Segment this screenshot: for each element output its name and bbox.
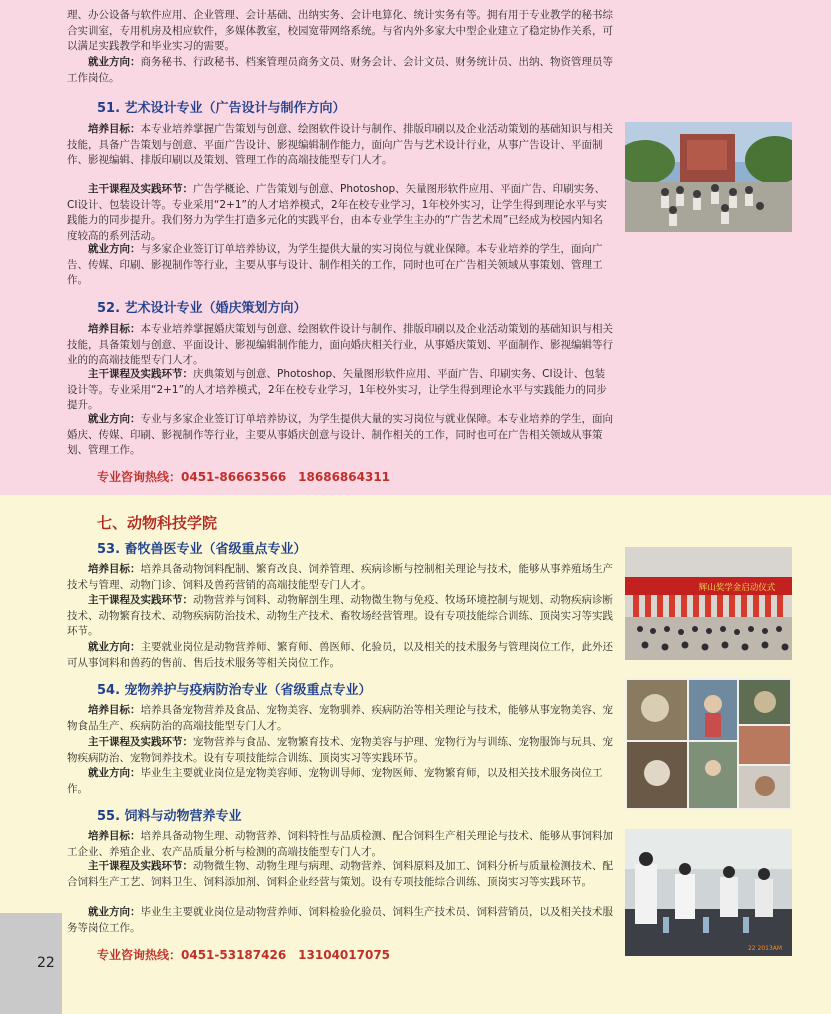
major-52-jobs: 就业方向：专业与多家企业签订订单培养协议，为学生提供大量的实习岗位与就业保障。本专业培养的学生，面向婚庆、传媒、印刷、影视制作等行业，主要从事婚庆创意与设计、制作相关的工作，同时也可在广告相关领域从事策划、管理工作。 [67, 413, 613, 456]
art-students-photo-image [625, 122, 792, 232]
major-53-courses: 主干课程及实践环节：动物营养与饲料、动物解剖生理、动物微生物与免疫、牧场环境控制与规划、动物疾病诊断技术、动物繁育技术、动物疾病防治技术、动物生产技术、畜牧场经营管理。设有专项技能综合训练、顶岗实习等实践环节。 [67, 594, 613, 637]
pet-collage-image [625, 678, 792, 810]
major-52-goal: 培养目标：本专业培养掌握婚庆策划与创意、绘图软件设计与制作、排版印刷以及企业活动策划的基础知识与相关技能，具备策划与创意、平面设计、影视编辑制作能力，面向婚庆相关行业，从事婚庆策划、平面制作、影视编辑等行业的的高端技能型专门人才。 [67, 323, 613, 366]
ceremony-photo-image [625, 547, 792, 660]
major-51-title: 51. 艺术设计专业（广告设计与制作方向） [97, 101, 346, 116]
intro-job-paragraph: 就业方向：商务秘书、行政秘书、档案管理员商务文员、财务会计、会计文员、财务统计员、出纳、物资管理员等工作岗位。 [67, 56, 613, 84]
photo-scholarship-ceremony [625, 547, 792, 660]
photo-art-students-group [625, 122, 792, 232]
laboratory-photo-image [625, 829, 792, 956]
major-54-jobs: 就业方向：毕业生主要就业岗位是宠物美容师、宠物训导师、宠物医师、宠物繁育师，以及相关技术服务岗位工作。 [67, 767, 603, 795]
major-53-jobs: 就业方向：主要就业岗位是动物营养师、繁育师、兽医师、化验员，以及相关的技术服务与管理岗位工作，此外还可从事饲料和兽药的售前、售后技术服务等相关岗位工作。 [67, 641, 613, 669]
major-51-goal: 培养目标：本专业培养掌握广告策划与创意、绘图软件设计与制作、排版印刷以及企业活动策划的基础知识与相关技能，具备广告策划与创意、平面广告设计、影视编辑制作能力，面向广告与艺术设计行业，从事广告设计、平面制作、影视编辑、排版印刷以及策划、管理工作的高端技能型专门人才。 [67, 123, 613, 166]
major-55-jobs: 就业方向：毕业生主要就业岗位是动物营养师、饲料检验化验员、饲料生产技术员、饲料营销员，以及相关技术服务等岗位工作。 [67, 906, 613, 934]
major-52-courses: 主干课程及实践环节：庆典策划与创意、Photoshop、矢量图形软件应用、平面广告、印刷实务、CI设计、包装设计等。专业采用“2+1”的人才培养模式，2年在校专业学习，1年校外实习，让学生得到理论水平与实践能力的同步提升。 [67, 368, 607, 411]
photo-pet-care-collage [625, 678, 792, 810]
photo-feed-laboratory [625, 829, 792, 956]
major-51-courses: 主干课程及实践环节：广告学概论、广告策划与创意、Photoshop、矢量图形软件应用、平面广告、印刷实务、CI设计、包装设计等。专业采用“2+1”的人才培养模式，2年在校专业学习，1年校外实习，让学生得到理论水平与实践能力的同步提升。我们努力为学生打造多元化的实践平台，由本专业学生主办的“广告艺术周”已经成为校园内知名度较高的系列活动。 [67, 183, 607, 242]
ceremony-banner-text: 辉山奖学金启动仪式 [698, 583, 776, 593]
major-53-goal: 培养目标：培养具备动物饲料配制、繁育改良、饲养管理、疾病诊断与控制相关理论与技术，能够从事养殖场生产技术与管理、动物门诊、饲料及兽药营销的高端技能型专门人才。 [67, 563, 613, 591]
major-54-title: 54. 宠物养护与疫病防治专业（省级重点专业） [97, 683, 372, 698]
major-51-jobs: 就业方向：与多家企业签订订单培养协议，为学生提供大量的实习岗位与就业保障。本专业培养的学生，面向广告、传媒、印刷、影视制作等行业，主要从事与设计、制作相关的工作，同时也可在广告相关领域从事策划、管理工作。 [67, 243, 603, 286]
intro-paragraph: 理、办公设备与软件应用、企业管理、会计基础、出纳实务、会计电算化、统计实务有等。拥有用于专业教学的秘书综合实训室，专用机房及相应软件，多媒体教室，校园宽带网络系统。与省内外多家大中型企业建立了稳定协作关系，可以满足实践教学和毕业实习的需要。 [67, 9, 613, 52]
hotline-animal-science: 专业咨询热线：0451-53187426 13104017075 [97, 948, 391, 962]
major-55-goal: 培养目标：培养具备动物生理、动物营养、饲料特性与品质检测、配合饲料生产相关理论与技术、能够从事饲料加工企业、养殖企业、农产品质量分析与检测的高端技能型专门人才。 [67, 830, 613, 858]
major-55-courses: 主干课程及实践环节：动物微生物、动物生理与病理、动物营养、饲料原料及加工、饲料分析与质量检测技术、配合饲料生产工艺、饲料卫生、饲料添加剂、饲料企业经营与策划。设有专项技能综合训练、顶岗实习等实践环节。 [67, 860, 613, 888]
major-53-title: 53. 畜牧兽医专业（省级重点专业） [97, 542, 307, 557]
hotline-art-design: 专业咨询热线：0451-86663566 18686864311 [97, 470, 391, 484]
major-55-title: 55. 饲料与动物营养专业 [97, 809, 242, 824]
major-54-goal: 培养目标：培养具备宠物营养及食品、宠物美容、宠物驯养、疾病防治等相关理论与技术，能够从事宠物美容、宠物食品生产、疾病防治的高端技能型专门人才。 [67, 704, 613, 732]
major-52-title: 52. 艺术设计专业（婚庆策划方向） [97, 301, 307, 316]
major-54-courses: 主干课程及实践环节：宠物营养与食品、宠物繁育技术、宠物美容与护理、宠物行为与训练、宠物服饰与玩具、宠物疾病防治、宠物饲养技术。设有专项技能综合训练、顶岗实习等实践环节。 [67, 736, 613, 764]
photo-date-stamp: 22 2013AM [747, 945, 783, 952]
page-number: 22 [37, 955, 55, 971]
college-title: 七、动物科技学院 [97, 514, 218, 532]
